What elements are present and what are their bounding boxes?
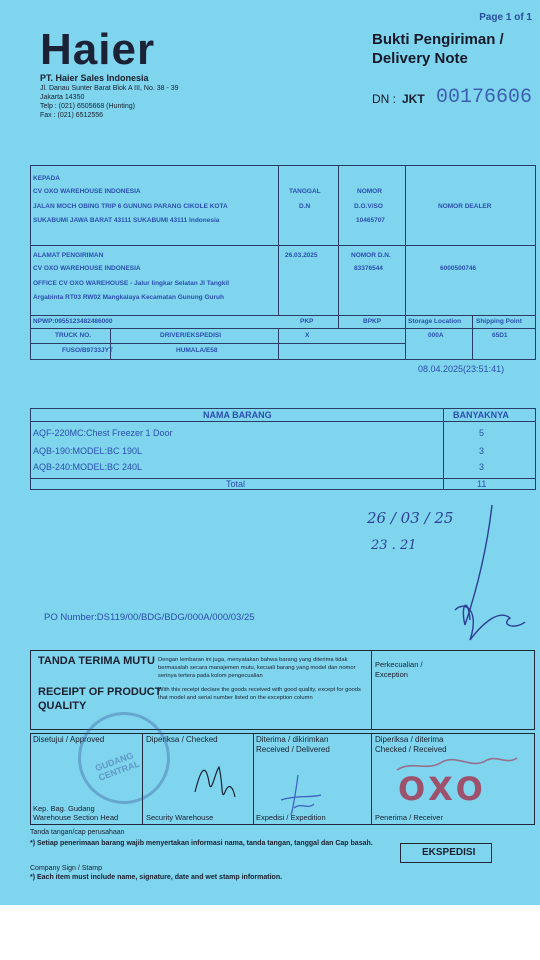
item-name: AQB-190:MODEL:BC 190L [33,446,143,456]
security-warehouse-label: Security Warehouse [146,813,214,822]
po-number: PO Number:DS119/00/BDG/BDG/000A/000/03/25 [44,612,255,623]
item-name: AQF-220MC:Chest Freezer 1 Door [33,428,173,438]
dn-label: DN : [372,92,396,106]
col-divider [371,733,372,825]
item-name: AQB-240:MODEL:BC 240L [33,462,143,472]
label-line: Warehouse Section Head [33,813,119,822]
item-qty: 5 [479,428,485,438]
fax-line: Fax : (021) 6512556 [40,112,104,119]
tanggal-value: D.N [299,203,311,210]
expedition-signature [276,770,326,820]
delivery-date: 26.03.2025 [285,252,318,259]
dn-number: 00176606 [436,86,533,109]
handwritten-date: 26 / 03 / 25 [367,509,454,527]
shipping-point-label: Shipping Point [476,318,522,325]
receipt-title-en [38,685,161,713]
nomor-do: D.O.V/SO [354,203,383,210]
label-line: Checked / Received [375,745,447,754]
page-number: Page 1 of 1 [479,12,532,23]
driver-label: DRIVER/EKSPEDISI [160,332,222,339]
title-line: QUALITY [38,700,87,712]
recipient-name: CV OXO WAREHOUSE INDONESIA [33,188,141,195]
stamp-text: GUDANG CENTRAL [93,750,141,783]
tanggal-label: TANGGAL [289,188,321,195]
truck-no-value: FUSO/B9733JYT [62,347,113,354]
row-divider [30,315,536,316]
driver-value: HUMALA/E58 [176,347,218,354]
receipt-title-id: TANDA TERIMA MUTU [38,655,155,667]
checked-label: Diperiksa / Checked [146,735,218,744]
oxo-stamp: OXO [398,770,487,808]
shipping-name: CV OXO WAREHOUSE INDONESIA [33,265,141,272]
receiver-signature [440,500,530,650]
col-divider [253,733,254,825]
col-divider [278,328,279,360]
exception-label: Perkecualian / Exception [375,660,423,679]
title-line: Bukti Pengiriman / [372,31,504,48]
nomor-dealer-label: NOMOR DEALER [438,203,492,210]
row-divider [30,328,536,329]
col-divider [472,315,473,360]
col-divider [278,165,279,315]
pkp-label: PKP [300,318,314,325]
title-line: RECEIPT OF PRODUCT [38,686,162,698]
shipping-address: Argabinta RT03 RW02 Mangkalaya Kecamatan Gunung Guruh [33,294,224,301]
approved-label: Disetujui / Approved [33,735,105,744]
npwp-number: NPWP:0955123482486000 [33,318,113,325]
company-sign-label: Company Sign / Stamp [30,865,102,872]
col-divider [405,165,406,360]
truck-no-label: TRUCK NO. [55,332,92,339]
item-qty: 3 [479,446,485,456]
storage-location-value: 000A [428,332,444,339]
col-divider [371,650,372,730]
item-qty: 3 [479,462,485,472]
title-line: Delivery Note [372,50,468,67]
alamat-header: ALAMAT PENGIRIMAN [33,252,104,259]
shipping-point-value: 65D1 [492,332,508,339]
total-label: Total [226,479,246,489]
shipping-address: OFFICE CV OXO WAREHOUSE - Jalur lingkar Selatan Jl Tangkil [33,280,230,287]
col-header-banyaknya: BANYAKNYA [453,410,509,420]
receipt-text-en: With this receipt declare the goods received with good quality, except for goods that model and serial number listed on the exception column [158,687,361,701]
address-line: Jl. Danau Sunter Barat Blok A III, No. 38 - 39 [40,85,179,92]
bpkp-label: BPKP [363,318,382,325]
nomor-dn-label: NOMOR D.N. [351,252,391,259]
total-value: 11 [477,479,487,489]
kepada-header: KEPADA [33,175,60,182]
sign-stamp-label: Tanda tangan/cap perusahaan [30,829,125,836]
nomor-dn-value: 83376544 [354,265,383,272]
col-divider [338,165,339,328]
haier-logo: Haier [40,25,156,74]
col-header-nama-barang: NAMA BARANG [203,410,272,420]
delivered-label [256,735,330,755]
address-line: Jakarta 14350 [40,94,85,101]
expedition-label: Expedisi / Expedition [256,813,326,822]
receiver-stamp-signature [392,750,522,780]
storage-location-label: Storage Location [408,318,462,325]
warehouse-head-label [33,804,118,822]
phone-line: Telp : (021) 6505668 (Hunting) [40,103,135,110]
row-divider [30,421,536,422]
print-timestamp: 08.04.2025(23:51:41) [418,364,505,374]
receipt-text-id: Dengan lembaran ini juga, menyatakan bahwa barang yang diterima tidak bermasalah secara manajemen mutu, kecuali barang yang model dan nomor serinya tertera pada kolom pengecualian [158,657,356,679]
receiver-label: Penerima / Receiver [375,813,443,822]
recipient-address: JALAN MOCH OBING TRIP 6 GUNUNG PARANG CIKOLE KOTA [33,203,228,210]
security-signature [185,752,245,814]
label-line: Received / Delivered [256,745,330,754]
copy-label: EKSPEDISI [422,847,476,858]
label-line: Diperiksa / diterima [375,735,444,744]
row-divider [30,478,536,479]
label-line: Diterima / dikirimkan [256,735,329,744]
document-title [372,30,504,68]
warehouse-stamp [78,712,170,804]
label-line: Kep. Bag. Gudang [33,804,95,813]
recipient-address: SUKABUMI JAWA BARAT 43111 SUKABUMI 43111 Indonesia [33,217,220,224]
dn-prefix: JKT [402,92,425,106]
pkp-value: X [305,332,310,339]
col-divider [110,328,111,360]
note-en: *) Each item must include name, signature, date and wet stamp information. [30,874,283,881]
nomor-label: NOMOR [357,188,382,195]
scan-margin [0,905,540,960]
handwritten-time: 23 . 21 [371,538,417,553]
dealer-number: 6000500746 [440,265,477,272]
company-name: PT. Haier Sales Indonesia [40,73,149,83]
row-divider [30,343,405,344]
nomor-so: 10465707 [356,217,385,224]
note-id: *) Setiap penerimaan barang wajib menyertakan informasi nama, tanda tangan, tanggal dan Cap basah. [30,840,373,847]
row-divider [30,245,536,246]
